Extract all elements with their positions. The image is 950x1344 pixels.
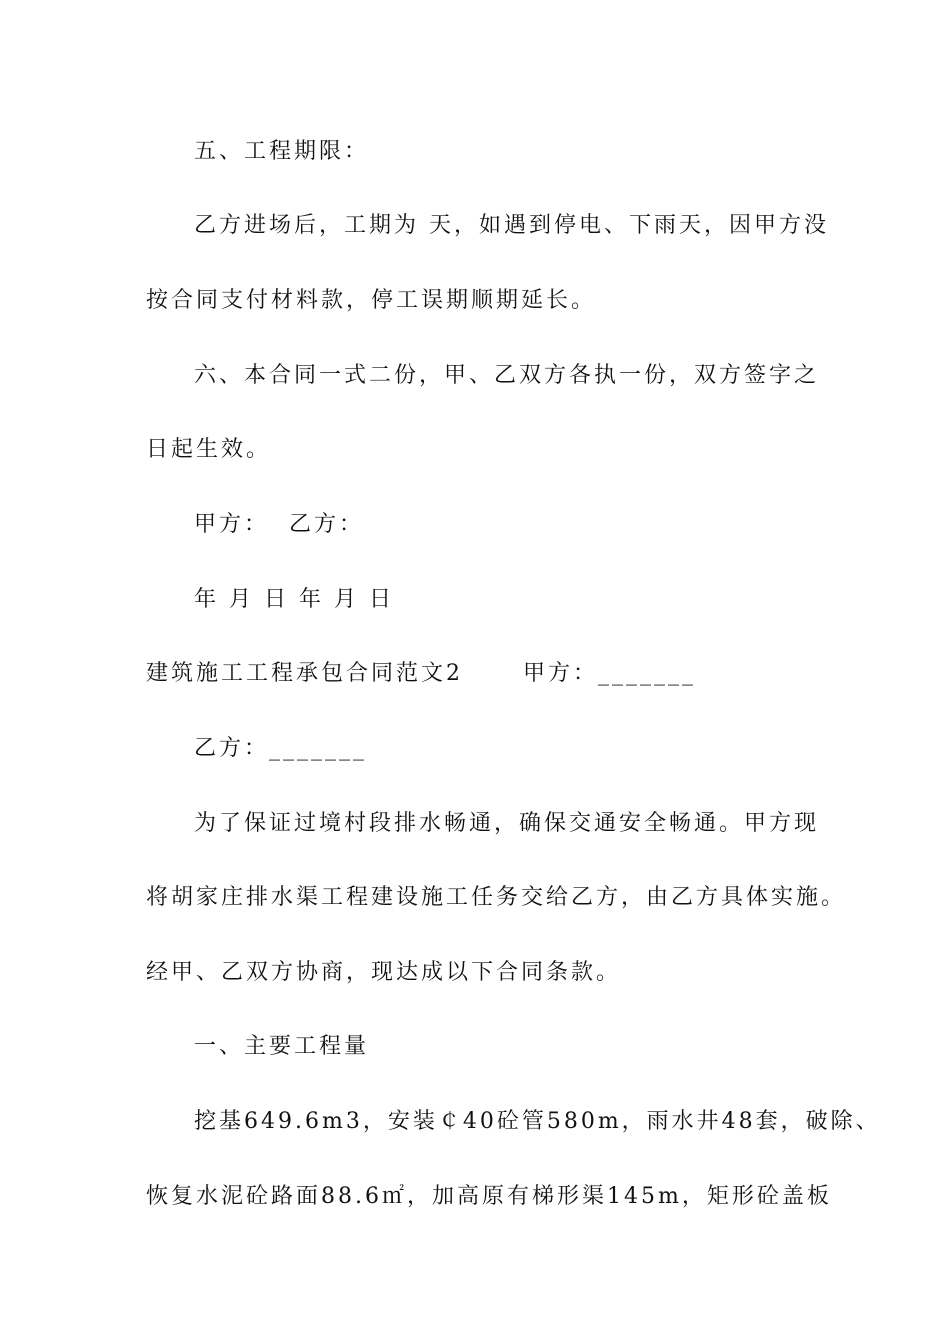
- party-b-field: 乙方：_______: [194, 736, 368, 761]
- paragraph-line: 经甲、乙双方协商，现达成以下合同条款。: [146, 960, 622, 985]
- signature-parties: 甲方： 乙方：: [194, 512, 364, 537]
- paragraph-line: 日起生效。: [146, 437, 272, 462]
- paragraph-line: 挖基649.6m3，安装￠40砼管580m，雨水井48套，破除、: [194, 1109, 881, 1134]
- section-heading-1: 一、主要工程量: [194, 1034, 370, 1059]
- section-heading-5: 五、工程期限：: [194, 139, 370, 164]
- paragraph-line: 恢复水泥砼路面88.6㎡，加高原有梯形渠145m，矩形砼盖板: [146, 1184, 832, 1209]
- signature-dates: 年 月 日 年 月 日: [194, 587, 394, 612]
- contract-title-party-a: 建筑施工工程承包合同范文2 甲方：_______: [146, 661, 696, 686]
- paragraph-line: 将胡家庄排水渠工程建设施工任务交给乙方，由乙方具体实施。: [146, 885, 847, 910]
- paragraph-line: 按合同支付材料款，停工误期顺期延长。: [146, 288, 597, 313]
- paragraph-line: 乙方进场后，工期为 天，如遇到停电、下雨天，因甲方没: [194, 213, 829, 238]
- section-heading-6: 六、本合同一式二份，甲、乙双方各执一份，双方签字之: [194, 363, 820, 388]
- paragraph-line: 为了保证过境村段排水畅通，确保交通安全畅通。甲方现: [194, 811, 820, 836]
